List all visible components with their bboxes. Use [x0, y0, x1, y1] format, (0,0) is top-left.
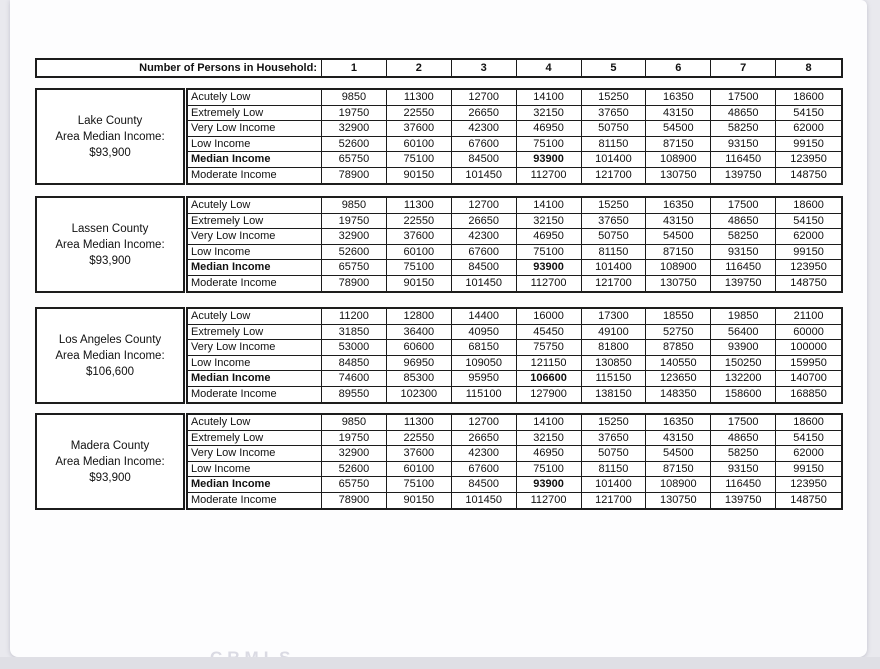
- income-value: 14100: [517, 198, 582, 214]
- income-value: 140700: [776, 371, 841, 387]
- income-value: 75100: [387, 152, 452, 168]
- income-value: 12700: [452, 415, 517, 431]
- income-value: 18550: [646, 309, 711, 325]
- income-value: 123950: [776, 260, 841, 276]
- income-value: 116450: [711, 477, 776, 493]
- income-value: 121700: [582, 493, 647, 509]
- income-value: 49100: [582, 325, 647, 341]
- row-label: Median Income: [188, 477, 322, 493]
- income-value: 148350: [646, 387, 711, 403]
- income-value: 68150: [452, 340, 517, 356]
- income-value: 115150: [582, 371, 647, 387]
- income-value: 140550: [646, 356, 711, 372]
- income-value: 17500: [711, 198, 776, 214]
- income-value: 62000: [776, 229, 841, 245]
- header-col-8: 8: [805, 62, 812, 74]
- income-value: 121150: [517, 356, 582, 372]
- ami-value: $106,600: [86, 365, 134, 378]
- income-value: 139750: [711, 276, 776, 292]
- row-label: Acutely Low: [188, 198, 322, 214]
- county-block-1: [35, 88, 843, 185]
- ami-value: $93,900: [89, 471, 131, 484]
- income-value: 54500: [646, 446, 711, 462]
- ami-label: Area Median Income:: [55, 455, 165, 468]
- income-value: 112700: [517, 493, 582, 509]
- ami-label: Area Median Income:: [55, 238, 165, 251]
- income-value: 15250: [582, 198, 647, 214]
- income-value: 31850: [322, 325, 387, 341]
- income-value: 81800: [582, 340, 647, 356]
- row-label: Low Income: [188, 245, 322, 261]
- income-value: 90150: [387, 276, 452, 292]
- row-label: Very Low Income: [188, 446, 322, 462]
- income-value: 87150: [646, 245, 711, 261]
- income-value: 52750: [646, 325, 711, 341]
- income-value: 46950: [517, 446, 582, 462]
- income-value: 12800: [387, 309, 452, 325]
- document-page: [10, 0, 867, 657]
- income-value: 62000: [776, 446, 841, 462]
- income-value: 93900: [517, 152, 582, 168]
- income-value: 93150: [711, 245, 776, 261]
- income-value: 54150: [776, 214, 841, 230]
- income-value: 108900: [646, 260, 711, 276]
- income-table: [186, 413, 843, 510]
- income-value: 148750: [790, 277, 827, 290]
- county-label-box: [35, 413, 185, 510]
- row-label: Acutely Low: [188, 309, 322, 325]
- income-value: 50750: [582, 446, 647, 462]
- income-value: 65750: [322, 152, 387, 168]
- income-value: 48650: [711, 214, 776, 230]
- row-label: Very Low Income: [188, 229, 322, 245]
- header-col-7: 7: [711, 60, 776, 76]
- income-value: 15250: [582, 415, 647, 431]
- income-value: 106600: [517, 371, 582, 387]
- income-value: 12700: [452, 198, 517, 214]
- income-value: 37600: [387, 229, 452, 245]
- row-label: Low Income: [188, 137, 322, 153]
- income-value: 18600: [776, 90, 841, 106]
- income-value: 26650: [452, 214, 517, 230]
- header-col-2: 2: [387, 60, 452, 76]
- income-value: 32900: [322, 121, 387, 137]
- income-value: 101450: [452, 168, 517, 184]
- income-value: 158600: [711, 387, 776, 403]
- header-label: Number of Persons in Household:: [37, 60, 322, 76]
- income-value: 87850: [646, 340, 711, 356]
- income-value: 18600: [776, 415, 841, 431]
- income-value: 85300: [387, 371, 452, 387]
- income-value: 75100: [387, 477, 452, 493]
- row-label: Extremely Low: [188, 325, 322, 341]
- row-label: Very Low Income: [188, 340, 322, 356]
- income-value: 81150: [582, 462, 647, 478]
- income-value: 116450: [711, 260, 776, 276]
- county-name: Lassen County: [71, 222, 149, 235]
- income-value: 115100: [452, 387, 517, 403]
- income-value: 90150: [387, 493, 452, 509]
- income-value: 32150: [517, 431, 582, 447]
- income-value: 65750: [322, 260, 387, 276]
- income-value: 16350: [646, 415, 711, 431]
- income-value: 11200: [322, 309, 387, 325]
- income-value: 101400: [582, 260, 647, 276]
- income-value: 112700: [517, 276, 582, 292]
- income-value: 37650: [582, 214, 647, 230]
- row-label: Extremely Low: [188, 431, 322, 447]
- income-value: 150250: [711, 356, 776, 372]
- income-value: 75750: [517, 340, 582, 356]
- income-value: 17500: [711, 90, 776, 106]
- income-value: 37650: [582, 106, 647, 122]
- income-value: 56400: [711, 325, 776, 341]
- income-value: 32150: [517, 106, 582, 122]
- income-value: 11300: [387, 198, 452, 214]
- county-label-box: [35, 196, 185, 293]
- income-value: 100000: [776, 340, 841, 356]
- income-value: 87150: [646, 462, 711, 478]
- income-value: 148750: [790, 169, 827, 182]
- income-value: 93900: [517, 477, 582, 493]
- income-value: 58250: [711, 229, 776, 245]
- income-value: 93150: [711, 462, 776, 478]
- income-value: 32150: [517, 214, 582, 230]
- income-value: 42300: [452, 229, 517, 245]
- income-value: 93900: [711, 340, 776, 356]
- row-label: Very Low Income: [188, 121, 322, 137]
- income-value: 84850: [322, 356, 387, 372]
- income-table: [186, 307, 843, 404]
- income-value: 52600: [322, 245, 387, 261]
- county-label-box: [35, 307, 185, 404]
- income-value: 43150: [646, 431, 711, 447]
- income-value: 99150: [776, 137, 841, 153]
- income-value: 123950: [776, 477, 841, 493]
- income-value: 16000: [517, 309, 582, 325]
- income-value: 93150: [711, 137, 776, 153]
- income-value: 130750: [646, 493, 711, 509]
- income-value: 84500: [452, 260, 517, 276]
- income-value: 43150: [646, 214, 711, 230]
- income-value: 60100: [387, 137, 452, 153]
- row-label: Moderate Income: [188, 276, 322, 292]
- income-value: 53000: [322, 340, 387, 356]
- income-value: 84500: [452, 152, 517, 168]
- county-block-4: [35, 413, 843, 510]
- row-label: Extremely Low: [188, 214, 322, 230]
- income-value: 54150: [776, 106, 841, 122]
- income-value: 37600: [387, 446, 452, 462]
- income-value: 48650: [711, 106, 776, 122]
- income-value: 99150: [776, 462, 841, 478]
- income-value: 36400: [387, 325, 452, 341]
- header-col-6: 6: [646, 60, 711, 76]
- row-label: Moderate Income: [188, 387, 322, 403]
- income-value: 45450: [517, 325, 582, 341]
- income-value: 46950: [517, 121, 582, 137]
- income-value: 60600: [387, 340, 452, 356]
- income-value: 48650: [711, 431, 776, 447]
- income-value: 11300: [387, 415, 452, 431]
- income-value: 54150: [776, 431, 841, 447]
- income-value: 101450: [452, 276, 517, 292]
- income-value: 9850: [322, 415, 387, 431]
- income-value: 37600: [387, 121, 452, 137]
- income-table: [186, 196, 843, 293]
- income-value: 9850: [322, 198, 387, 214]
- income-value: 108900: [646, 477, 711, 493]
- income-value: 32900: [322, 229, 387, 245]
- income-value: 60000: [776, 325, 841, 341]
- income-value: 12700: [452, 90, 517, 106]
- income-value: 14400: [452, 309, 517, 325]
- income-value: 78900: [322, 276, 387, 292]
- income-value: 121700: [582, 168, 647, 184]
- income-value: 14100: [517, 90, 582, 106]
- income-value: 14100: [517, 415, 582, 431]
- income-value: 159950: [776, 356, 841, 372]
- income-value: 123650: [646, 371, 711, 387]
- income-value: 21100: [776, 309, 841, 325]
- income-value: 11300: [387, 90, 452, 106]
- income-value: 108900: [646, 152, 711, 168]
- header-col-4: 4: [517, 60, 582, 76]
- income-value: 101400: [582, 152, 647, 168]
- header-col-1: 1: [322, 60, 387, 76]
- income-value: 60100: [387, 245, 452, 261]
- income-value: 52600: [322, 137, 387, 153]
- income-value: 42300: [452, 121, 517, 137]
- income-value: 22550: [387, 106, 452, 122]
- income-value: 74600: [322, 371, 387, 387]
- income-value: 19850: [711, 309, 776, 325]
- income-value: 102300: [387, 387, 452, 403]
- income-value: 54500: [646, 229, 711, 245]
- header-col-3: 3: [452, 60, 517, 76]
- income-value: 22550: [387, 431, 452, 447]
- row-label: Acutely Low: [188, 90, 322, 106]
- income-value: 99150: [776, 245, 841, 261]
- income-value: 132200: [711, 371, 776, 387]
- income-value: 75100: [387, 260, 452, 276]
- income-value: 62000: [776, 121, 841, 137]
- income-value: 17300: [582, 309, 647, 325]
- income-value: 67600: [452, 137, 517, 153]
- income-value: 81150: [582, 245, 647, 261]
- income-value: 26650: [452, 106, 517, 122]
- income-value: 101400: [582, 477, 647, 493]
- income-value: 127900: [517, 387, 582, 403]
- row-label: Median Income: [188, 152, 322, 168]
- income-value: 58250: [711, 121, 776, 137]
- income-value: 148750: [790, 494, 827, 507]
- ami-value: $93,900: [89, 146, 131, 159]
- income-value: 75100: [517, 462, 582, 478]
- income-value: 54500: [646, 121, 711, 137]
- income-value: 75100: [517, 137, 582, 153]
- income-value: 19750: [322, 431, 387, 447]
- row-label: Extremely Low: [188, 106, 322, 122]
- income-value: 96950: [387, 356, 452, 372]
- income-value: 139750: [711, 168, 776, 184]
- income-value: 84500: [452, 477, 517, 493]
- row-label: Moderate Income: [188, 168, 322, 184]
- income-value: 130850: [582, 356, 647, 372]
- income-value: 16350: [646, 198, 711, 214]
- income-value: 32900: [322, 446, 387, 462]
- income-value: 43150: [646, 106, 711, 122]
- row-label: Low Income: [188, 356, 322, 372]
- income-value: 87150: [646, 137, 711, 153]
- income-value: 42300: [452, 446, 517, 462]
- income-value: 67600: [452, 462, 517, 478]
- income-value: 67600: [452, 245, 517, 261]
- income-value: 9850: [322, 90, 387, 106]
- income-value: 15250: [582, 90, 647, 106]
- income-value: 95950: [452, 371, 517, 387]
- income-value: 18600: [776, 198, 841, 214]
- income-value: 121700: [582, 276, 647, 292]
- row-label: Moderate Income: [188, 493, 322, 509]
- income-value: 19750: [322, 214, 387, 230]
- income-value: 101450: [452, 493, 517, 509]
- income-table: [186, 88, 843, 185]
- income-value: 130750: [646, 276, 711, 292]
- photo-edge-strip: [0, 657, 880, 669]
- income-value: 50750: [582, 121, 647, 137]
- income-value: 40950: [452, 325, 517, 341]
- income-value: 116450: [711, 152, 776, 168]
- income-value: 19750: [322, 106, 387, 122]
- income-value: 17500: [711, 415, 776, 431]
- income-value: 78900: [322, 168, 387, 184]
- income-value: 123950: [776, 152, 841, 168]
- income-value: 138150: [582, 387, 647, 403]
- income-value: 89550: [322, 387, 387, 403]
- income-value: 112700: [517, 168, 582, 184]
- income-value: 90150: [387, 168, 452, 184]
- row-label: Low Income: [188, 462, 322, 478]
- county-name: Los Angeles County: [58, 333, 162, 346]
- income-value: 37650: [582, 431, 647, 447]
- ami-label: Area Median Income:: [55, 349, 165, 362]
- income-value: 75100: [517, 245, 582, 261]
- income-value: 109050: [452, 356, 517, 372]
- county-label-box: [35, 88, 185, 185]
- income-value: 16350: [646, 90, 711, 106]
- row-label: Acutely Low: [188, 415, 322, 431]
- county-block-3: [35, 307, 843, 404]
- county-name: Madera County: [70, 439, 150, 452]
- county-block-2: [35, 196, 843, 293]
- income-value: 65750: [322, 477, 387, 493]
- income-value: 22550: [387, 214, 452, 230]
- income-value: 60100: [387, 462, 452, 478]
- header-col-5: 5: [582, 60, 647, 76]
- income-value: 168850: [790, 388, 827, 401]
- income-value: 93900: [517, 260, 582, 276]
- ami-value: $93,900: [89, 254, 131, 267]
- row-label: Median Income: [188, 260, 322, 276]
- ami-label: Area Median Income:: [55, 130, 165, 143]
- household-size-header: [35, 58, 843, 78]
- income-value: 130750: [646, 168, 711, 184]
- income-value: 78900: [322, 493, 387, 509]
- row-label: Median Income: [188, 371, 322, 387]
- income-value: 26650: [452, 431, 517, 447]
- income-value: 58250: [711, 446, 776, 462]
- income-value: 50750: [582, 229, 647, 245]
- income-value: 46950: [517, 229, 582, 245]
- income-value: 139750: [711, 493, 776, 509]
- income-value: 81150: [582, 137, 647, 153]
- income-value: 52600: [322, 462, 387, 478]
- county-name: Lake County: [77, 114, 143, 127]
